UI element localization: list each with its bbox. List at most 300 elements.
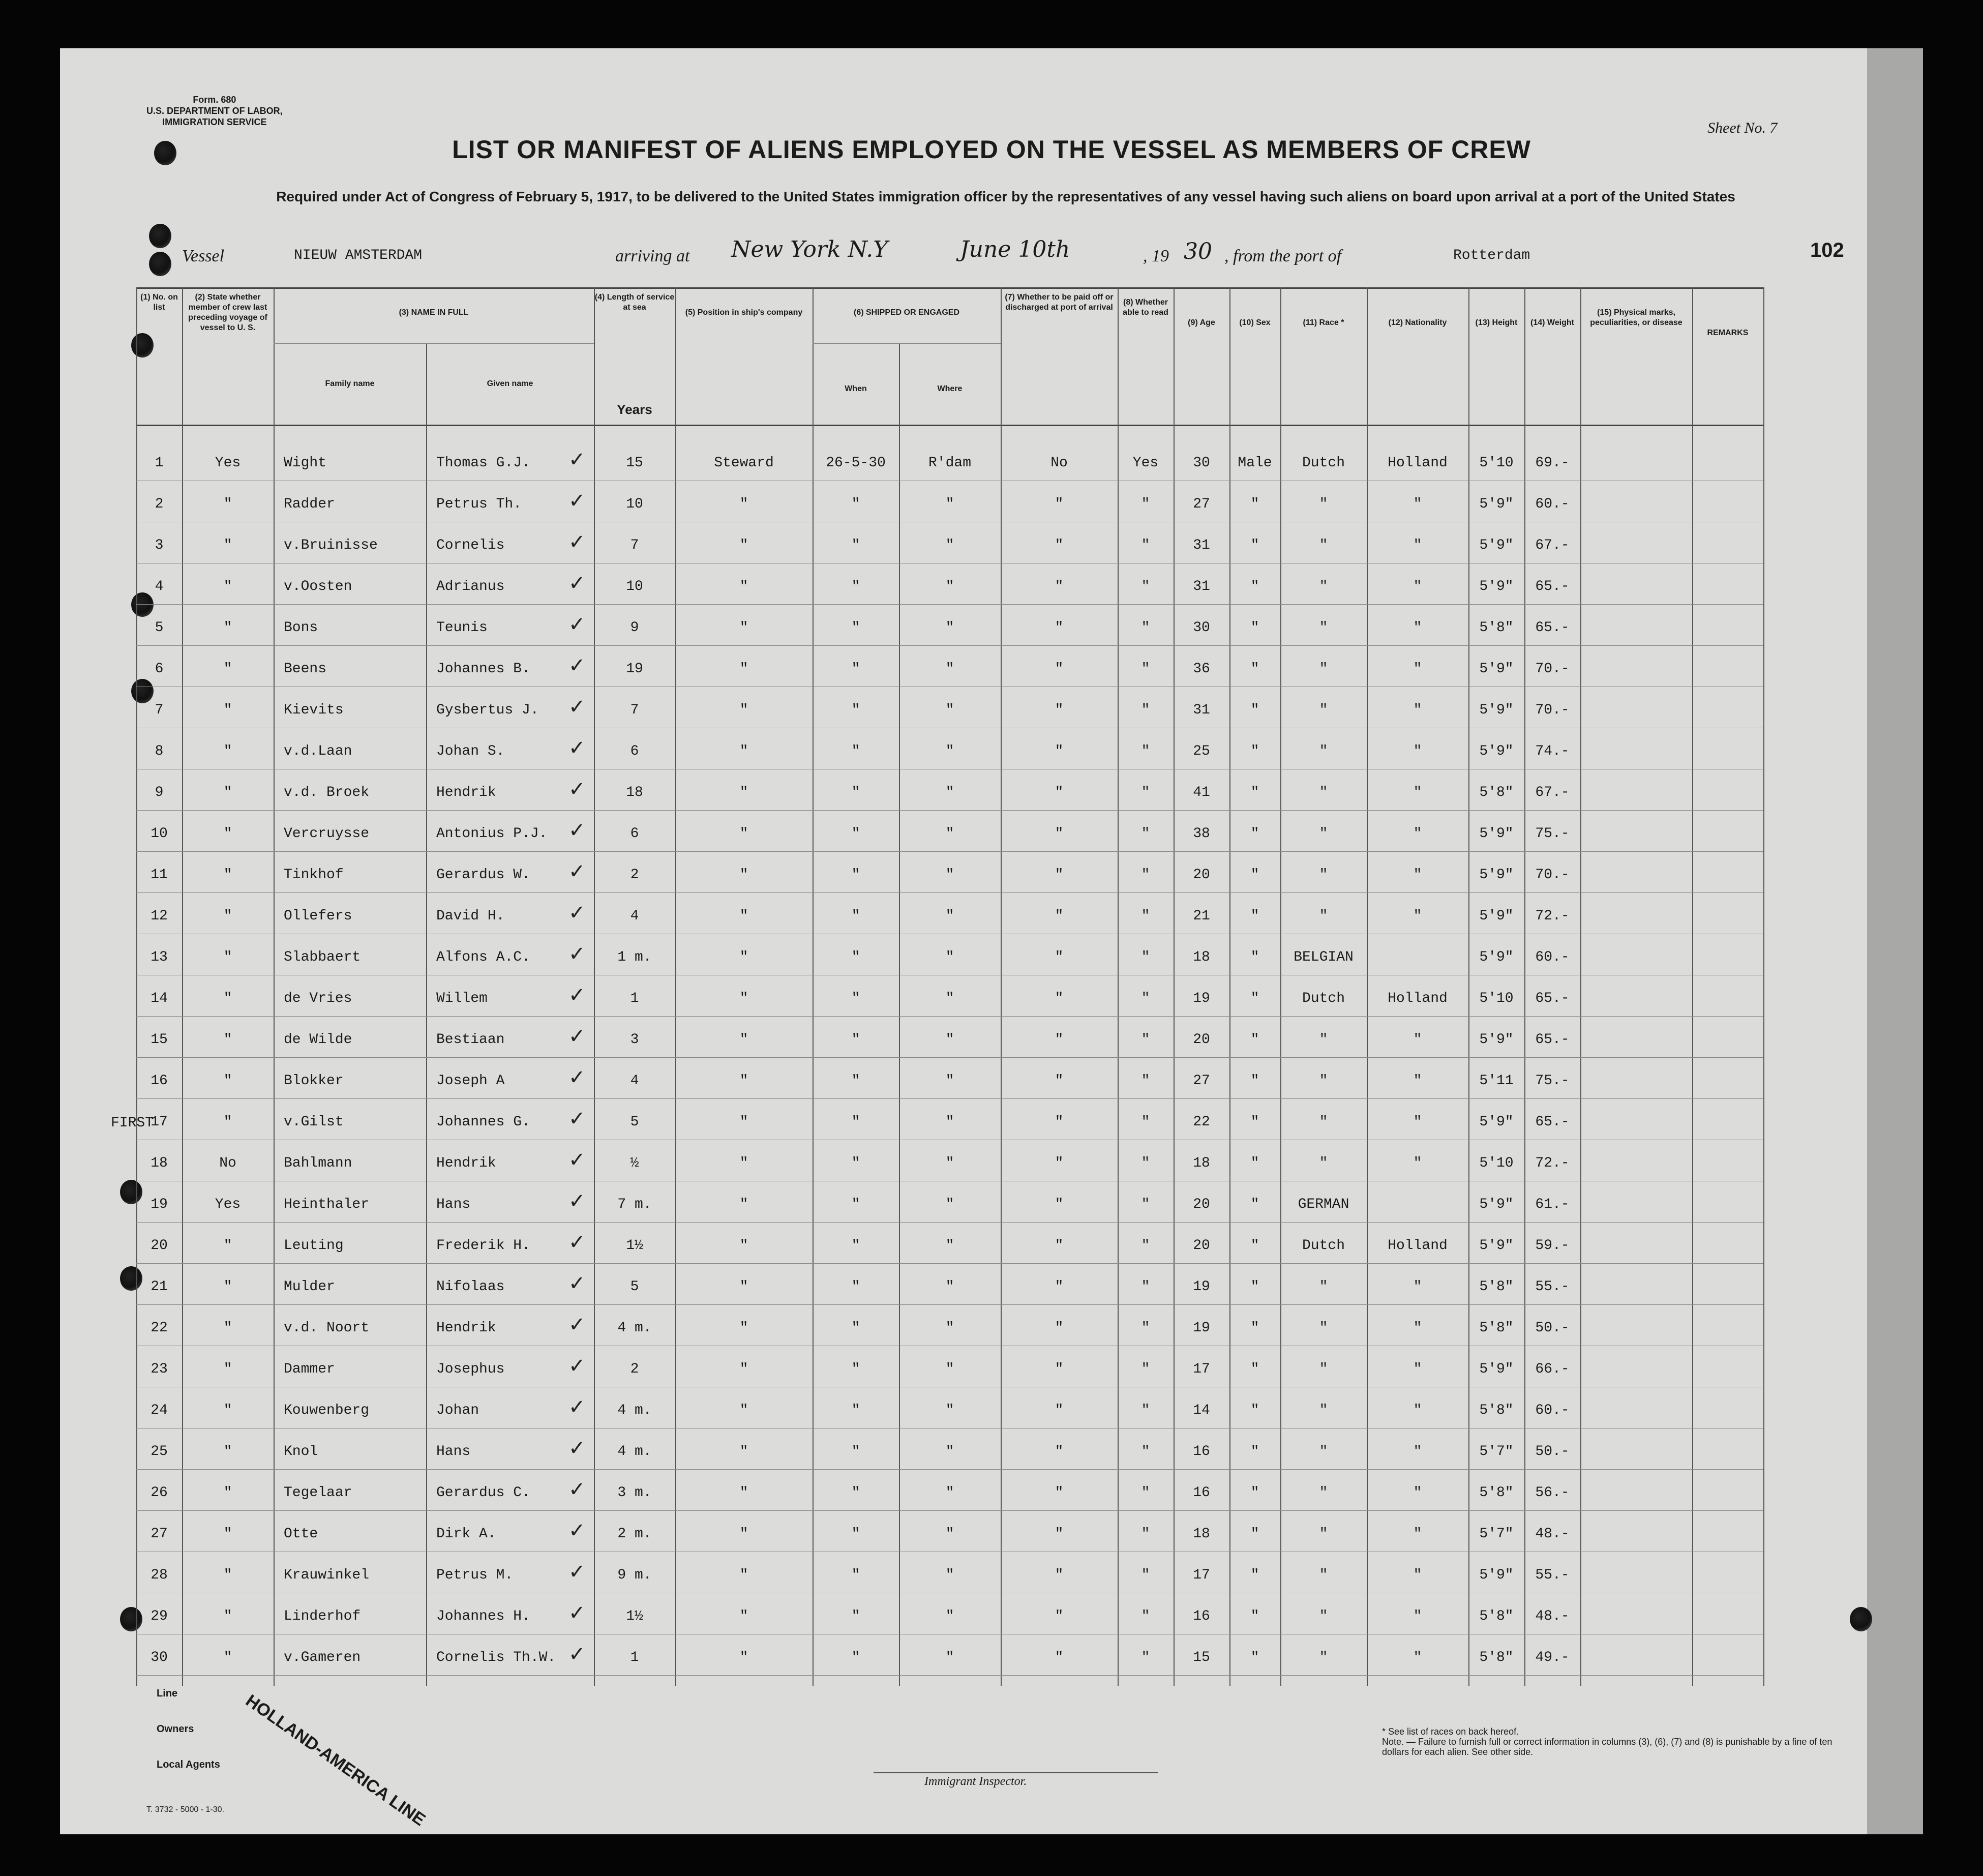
table-top-rule: [136, 287, 1763, 289]
cell-age: 15: [1193, 1650, 1210, 1665]
cell-service: 9 m.: [617, 1567, 652, 1583]
cell-no: 9: [155, 785, 164, 800]
document-subtitle: Required under Act of Congress of February 5, 1917, to be delivered to the United States immigration officer by the representatives of any vessel having such aliens on board upon arrival at a port of the United States: [276, 189, 1735, 204]
department-name: U.S. DEPARTMENT OF LABOR,: [146, 106, 283, 116]
cell-family: Tinkhof: [284, 867, 344, 883]
cell-read: ": [1141, 1197, 1150, 1212]
cell-race: ": [1319, 785, 1328, 800]
vessel-line: [60, 236, 1923, 282]
cell-sex: ": [1250, 1526, 1259, 1542]
cell-nat: ": [1413, 1279, 1422, 1295]
arriving-port: New York N.Y: [731, 236, 888, 262]
cell-when: ": [851, 1279, 860, 1295]
header-previous-voyage: (2) State whether member of crew last preceding voyage of vessel to U. S.: [188, 293, 267, 332]
cell-position: ": [739, 1238, 748, 1254]
cell-nat: Holland: [1388, 991, 1448, 1006]
cell-weight: 59.-: [1535, 1238, 1570, 1254]
cell-prev: ": [223, 1032, 232, 1048]
cell-family: Radder: [284, 496, 335, 512]
cell-service: 4 m.: [617, 1320, 652, 1336]
cell-when: ": [851, 579, 860, 594]
cell-read: ": [1141, 1073, 1150, 1089]
cell-given: Gysbertus J.: [436, 702, 539, 718]
cell-position: ": [739, 1650, 748, 1665]
header-physical-marks: (15) Physical marks, peculiarities, or disease: [1590, 308, 1682, 327]
header-years-unit: Years: [617, 402, 652, 417]
cell-when: ": [851, 785, 860, 800]
header-bottom-rule: [136, 425, 1763, 426]
cell-weight: 67.-: [1535, 785, 1570, 800]
cell-weight: 50.-: [1535, 1444, 1570, 1460]
cell-height: 5'7": [1479, 1444, 1514, 1460]
vessel-label: Vessel: [182, 247, 225, 265]
first-class-label: FIRST: [111, 1115, 154, 1131]
cell-nat: ": [1413, 620, 1422, 636]
cell-where: ": [945, 785, 954, 800]
cell-paid: ": [1055, 785, 1064, 800]
cell-service: 1½: [626, 1609, 643, 1624]
cell-age: 30: [1193, 455, 1210, 471]
cell-nat: ": [1413, 826, 1422, 842]
cell-read: ": [1141, 908, 1150, 924]
cell-where: ": [945, 867, 954, 883]
cell-when: ": [851, 908, 860, 924]
cell-no: 29: [151, 1609, 168, 1624]
cell-height: 5'9": [1479, 867, 1514, 883]
cell-sex: ": [1250, 743, 1259, 759]
cell-service: 3 m.: [617, 1485, 652, 1501]
cell-given: Johannes G.: [436, 1114, 530, 1130]
cell-when: ": [851, 496, 860, 512]
cell-weight: 74.-: [1535, 743, 1570, 759]
from-label: , from the port of: [1224, 247, 1342, 265]
cell-nat: ": [1413, 1032, 1422, 1048]
cell-family: Krauwinkel: [284, 1567, 370, 1583]
cell-weight: 69.-: [1535, 455, 1570, 471]
cell-where: ": [945, 1197, 954, 1212]
cell-sex: ": [1250, 908, 1259, 924]
cell-prev: ": [223, 1650, 232, 1665]
cell-weight: 61.-: [1535, 1197, 1570, 1212]
cell-sex: ": [1250, 538, 1259, 553]
row-rule: [136, 645, 1763, 646]
cell-age: 16: [1193, 1444, 1210, 1460]
cell-height: 5'9": [1479, 579, 1514, 594]
name-subheader-rule: [274, 343, 594, 344]
row-rule: [136, 851, 1763, 852]
cell-paid: ": [1055, 743, 1064, 759]
check-mark-icon: ✓: [568, 1066, 586, 1089]
col-rule: [1692, 287, 1693, 1686]
cell-where: ": [945, 743, 954, 759]
cell-prev: ": [223, 1361, 232, 1377]
cell-sex: ": [1250, 1279, 1259, 1295]
cell-sex: ": [1250, 1073, 1259, 1089]
row-rule: [136, 1098, 1763, 1099]
cell-prev: ": [223, 1403, 232, 1418]
cell-weight: 50.-: [1535, 1320, 1570, 1336]
cell-race: ": [1319, 1567, 1328, 1583]
from-port: Rotterdam: [1453, 248, 1530, 263]
cell-sex: ": [1250, 1485, 1259, 1501]
cell-height: 5'9": [1479, 949, 1514, 965]
check-mark-icon: ✓: [568, 1148, 586, 1172]
cell-paid: ": [1055, 579, 1064, 594]
cell-service: 10: [626, 579, 643, 594]
cell-read: ": [1141, 579, 1150, 594]
manifest-sheet: [60, 48, 1923, 1834]
cell-nat: ": [1413, 1650, 1422, 1665]
row-rule: [136, 1016, 1763, 1017]
cell-height: 5'8": [1479, 1320, 1514, 1336]
cell-given: Hendrik: [436, 785, 496, 800]
cell-race: ": [1319, 1650, 1328, 1665]
cell-nat: ": [1413, 661, 1422, 677]
cell-family: Leuting: [284, 1238, 344, 1254]
cell-paid: ": [1055, 826, 1064, 842]
cell-service: 3: [630, 1032, 639, 1048]
cell-read: ": [1141, 949, 1150, 965]
cell-race: Dutch: [1302, 455, 1345, 471]
cell-read: ": [1141, 1609, 1150, 1624]
cell-sex: ": [1250, 1032, 1259, 1048]
cell-given: Hendrik: [436, 1155, 496, 1171]
cell-service: 5: [630, 1279, 639, 1295]
cell-sex: ": [1250, 1320, 1259, 1336]
cell-race: ": [1319, 579, 1328, 594]
cell-where: ": [945, 1650, 954, 1665]
cell-when: ": [851, 991, 860, 1006]
cell-race: ": [1319, 661, 1328, 677]
header-family-name: Family name: [325, 379, 375, 388]
cell-no: 10: [151, 826, 168, 842]
cell-no: 28: [151, 1567, 168, 1583]
cell-race: ": [1319, 1114, 1328, 1130]
cell-sex: ": [1250, 949, 1259, 965]
cell-read: ": [1141, 1526, 1150, 1542]
cell-given: Dirk A.: [436, 1526, 496, 1542]
cell-position: ": [739, 1320, 748, 1336]
page-number: 102: [1810, 239, 1844, 261]
cell-when: ": [851, 867, 860, 883]
cell-sex: ": [1250, 1650, 1259, 1665]
cell-no: 20: [151, 1238, 168, 1254]
cell-given: Hendrik: [436, 1320, 496, 1336]
cell-sex: ": [1250, 1114, 1259, 1130]
row-rule: [136, 1510, 1763, 1511]
cell-position: ": [739, 496, 748, 512]
cell-no: 8: [155, 743, 164, 759]
punch-hole: [1850, 1607, 1872, 1631]
cell-age: 20: [1193, 1197, 1210, 1212]
cell-prev: ": [223, 1320, 232, 1336]
cell-position: ": [739, 1609, 748, 1624]
cell-where: ": [945, 1567, 954, 1583]
cell-family: Beens: [284, 661, 327, 677]
cell-given: David H.: [436, 908, 505, 924]
cell-service: 2: [630, 1361, 639, 1377]
cell-nat: Holland: [1388, 1238, 1448, 1254]
cell-nat: ": [1413, 1073, 1422, 1089]
cell-race: ": [1319, 1320, 1328, 1336]
cell-read: ": [1141, 1403, 1150, 1418]
cell-family: Bahlmann: [284, 1155, 352, 1171]
line-label: Line: [157, 1688, 178, 1699]
cell-position: ": [739, 538, 748, 553]
cell-paid: ": [1055, 1567, 1064, 1583]
header-sex: (10) Sex: [1239, 318, 1271, 327]
cell-race: ": [1319, 496, 1328, 512]
cell-where: ": [945, 579, 954, 594]
cell-race: GERMAN: [1298, 1197, 1349, 1212]
check-mark-icon: ✓: [568, 695, 586, 719]
cell-age: 27: [1193, 1073, 1210, 1089]
footer-labels: [157, 1676, 220, 1782]
cell-nat: ": [1413, 1403, 1422, 1418]
cell-race: ": [1319, 1155, 1328, 1171]
cell-weight: 75.-: [1535, 1073, 1570, 1089]
cell-sex: ": [1250, 1567, 1259, 1583]
cell-prev: ": [223, 538, 232, 553]
cell-weight: 70.-: [1535, 661, 1570, 677]
penalty-note: Note. — Failure to furnish full or correct information in columns (3), (6), (7) and (8) is punishable by a fine of ten dollars for each alien. See other side.: [1382, 1737, 1832, 1757]
row-rule: [136, 1469, 1763, 1470]
cell-no: 18: [151, 1155, 168, 1171]
cell-age: 18: [1193, 1526, 1210, 1542]
cell-position: ": [739, 908, 748, 924]
cell-race: ": [1319, 1485, 1328, 1501]
cell-where: ": [945, 1073, 954, 1089]
cell-height: 5'9": [1479, 1238, 1514, 1254]
cell-sex: ": [1250, 1361, 1259, 1377]
cell-read: ": [1141, 1238, 1150, 1254]
cell-service: 18: [626, 785, 643, 800]
cell-read: ": [1141, 538, 1150, 553]
check-mark-icon: ✓: [568, 1025, 586, 1048]
cell-prev: ": [223, 1238, 232, 1254]
cell-where: ": [945, 496, 954, 512]
cell-nat: ": [1413, 1114, 1422, 1130]
cell-sex: ": [1250, 1609, 1259, 1624]
cell-nat: ": [1413, 1567, 1422, 1583]
cell-weight: 56.-: [1535, 1485, 1570, 1501]
cell-read: ": [1141, 867, 1150, 883]
cell-prev: ": [223, 949, 232, 965]
cell-when: ": [851, 1485, 860, 1501]
cell-weight: 65.-: [1535, 991, 1570, 1006]
check-mark-icon: ✓: [568, 1354, 586, 1378]
cell-prev: ": [223, 1114, 232, 1130]
check-mark-icon: ✓: [568, 901, 586, 925]
cell-where: ": [945, 1609, 954, 1624]
cell-height: 5'9": [1479, 661, 1514, 677]
cell-no: 3: [155, 538, 164, 553]
cell-where: ": [945, 826, 954, 842]
cell-when: ": [851, 702, 860, 718]
header-when: When: [845, 384, 867, 393]
cell-where: ": [945, 1361, 954, 1377]
cell-where: ": [945, 1526, 954, 1542]
owners-label: Owners: [157, 1723, 194, 1735]
check-mark-icon: ✓: [568, 1231, 586, 1254]
cell-no: 26: [151, 1485, 168, 1501]
row-rule: [136, 604, 1763, 605]
cell-prev: ": [223, 908, 232, 924]
cell-no: 6: [155, 661, 164, 677]
cell-age: 18: [1193, 1155, 1210, 1171]
cell-age: 17: [1193, 1361, 1210, 1377]
cell-service: 6: [630, 743, 639, 759]
cell-read: ": [1141, 702, 1150, 718]
cell-paid: ": [1055, 991, 1064, 1006]
check-mark-icon: ✓: [568, 1643, 586, 1666]
cell-sex: ": [1250, 620, 1259, 636]
cell-position: ": [739, 1361, 748, 1377]
cell-read: ": [1141, 1567, 1150, 1583]
cell-service: 2 m.: [617, 1526, 652, 1542]
cell-family: Blokker: [284, 1073, 344, 1089]
cell-given: Hans: [436, 1197, 471, 1212]
cell-age: 21: [1193, 908, 1210, 924]
cell-race: ": [1319, 1073, 1328, 1089]
cell-position: Steward: [714, 455, 774, 471]
cell-given: Cornelis Th.W.: [436, 1650, 556, 1665]
cell-height: 5'8": [1479, 1403, 1514, 1418]
cell-paid: ": [1055, 1361, 1064, 1377]
cell-read: ": [1141, 1650, 1150, 1665]
cell-service: 19: [626, 661, 643, 677]
cell-when: ": [851, 1567, 860, 1583]
cell-position: ": [739, 579, 748, 594]
cell-weight: 60.-: [1535, 496, 1570, 512]
cell-position: ": [739, 620, 748, 636]
cell-prev: ": [223, 579, 232, 594]
cell-position: ": [739, 743, 748, 759]
cell-paid: ": [1055, 949, 1064, 965]
sheet-number: Sheet No. 7: [1707, 120, 1778, 136]
cell-height: 5'9": [1479, 702, 1514, 718]
cell-when: ": [851, 1526, 860, 1542]
cell-service: ½: [630, 1155, 639, 1171]
header-given-name: Given name: [487, 379, 533, 388]
cell-nat: ": [1413, 1526, 1422, 1542]
cell-given: Johan S.: [436, 743, 505, 759]
check-mark-icon: ✓: [568, 1519, 586, 1542]
cell-given: Cornelis: [436, 538, 505, 553]
cell-read: ": [1141, 991, 1150, 1006]
cell-given: Petrus M.: [436, 1567, 514, 1583]
cell-position: ": [739, 1073, 748, 1089]
arrival-date: June 10th: [960, 236, 1070, 262]
cell-given: Nifolaas: [436, 1279, 505, 1295]
cell-service: 1: [630, 991, 639, 1006]
cell-family: Mulder: [284, 1279, 335, 1295]
cell-prev: ": [223, 743, 232, 759]
vessel-name: NIEUW AMSTERDAM: [294, 248, 423, 263]
cell-height: 5'9": [1479, 496, 1514, 512]
cell-read: ": [1141, 1032, 1150, 1048]
cell-family: Kouwenberg: [284, 1403, 370, 1418]
year-suffix: 30: [1184, 239, 1212, 264]
check-mark-icon: ✓: [568, 1478, 586, 1501]
shipped-subheader-rule: [813, 343, 1001, 344]
cell-family: v.d. Noort: [284, 1320, 370, 1336]
cell-where: R'dam: [928, 455, 971, 471]
cell-sex: ": [1250, 1238, 1259, 1254]
cell-service: 1½: [626, 1238, 643, 1254]
cell-nat: ": [1413, 538, 1422, 553]
cell-read: ": [1141, 826, 1150, 842]
cell-where: ": [945, 1279, 954, 1295]
check-mark-icon: ✓: [568, 654, 586, 677]
cell-height: 5'9": [1479, 826, 1514, 842]
cell-weight: 65.-: [1535, 579, 1570, 594]
cell-no: 24: [151, 1403, 168, 1418]
col-rule: [1580, 287, 1581, 1686]
cell-given: Antonius P.J.: [436, 826, 548, 842]
right-margin-band: [1867, 48, 1923, 1834]
check-mark-icon: ✓: [568, 819, 586, 842]
cell-paid: ": [1055, 1609, 1064, 1624]
check-mark-icon: ✓: [568, 613, 586, 636]
cell-no: 17: [151, 1114, 168, 1130]
cell-position: ": [739, 1403, 748, 1418]
cell-position: ": [739, 991, 748, 1006]
cell-read: ": [1141, 1444, 1150, 1460]
cell-weight: 48.-: [1535, 1609, 1570, 1624]
cell-sex: ": [1250, 826, 1259, 842]
cell-position: ": [739, 1485, 748, 1501]
cell-family: Bons: [284, 620, 318, 636]
cell-age: 16: [1193, 1609, 1210, 1624]
cell-given: Johan: [436, 1403, 479, 1418]
row-rule: [136, 1263, 1763, 1264]
cell-family: v.Gameren: [284, 1650, 361, 1665]
cell-position: ": [739, 702, 748, 718]
cell-nat: ": [1413, 908, 1422, 924]
cell-no: 27: [151, 1526, 168, 1542]
cell-age: 30: [1193, 620, 1210, 636]
cell-read: ": [1141, 1114, 1150, 1130]
cell-paid: No: [1050, 455, 1068, 471]
cell-height: 5'10: [1479, 455, 1514, 471]
arriving-label: arriving at: [615, 247, 690, 265]
cell-paid: ": [1055, 1650, 1064, 1665]
cell-weight: 55.-: [1535, 1567, 1570, 1583]
cell-weight: 60.-: [1535, 949, 1570, 965]
cell-sex: ": [1250, 661, 1259, 677]
cell-given: Willem: [436, 991, 488, 1006]
cell-paid: ": [1055, 908, 1064, 924]
header-no-on-list: (1) No. on list: [140, 293, 178, 312]
cell-service: 7 m.: [617, 1197, 652, 1212]
cell-prev: ": [223, 826, 232, 842]
check-mark-icon: ✓: [568, 1560, 586, 1584]
cell-where: ": [945, 1155, 954, 1171]
cell-prev: ": [223, 1526, 232, 1542]
print-code: T. 3732 - 5000 - 1-30.: [146, 1805, 224, 1814]
cell-when: ": [851, 1361, 860, 1377]
cell-position: ": [739, 1032, 748, 1048]
cell-family: Tegelaar: [284, 1485, 352, 1501]
row-rule: [136, 1675, 1763, 1676]
cell-paid: ": [1055, 1403, 1064, 1418]
cell-sex: ": [1250, 867, 1259, 883]
cell-height: 5'9": [1479, 1567, 1514, 1583]
check-mark-icon: ✓: [568, 736, 586, 760]
cell-race: ": [1319, 1526, 1328, 1542]
cell-given: Josephus: [436, 1361, 505, 1377]
